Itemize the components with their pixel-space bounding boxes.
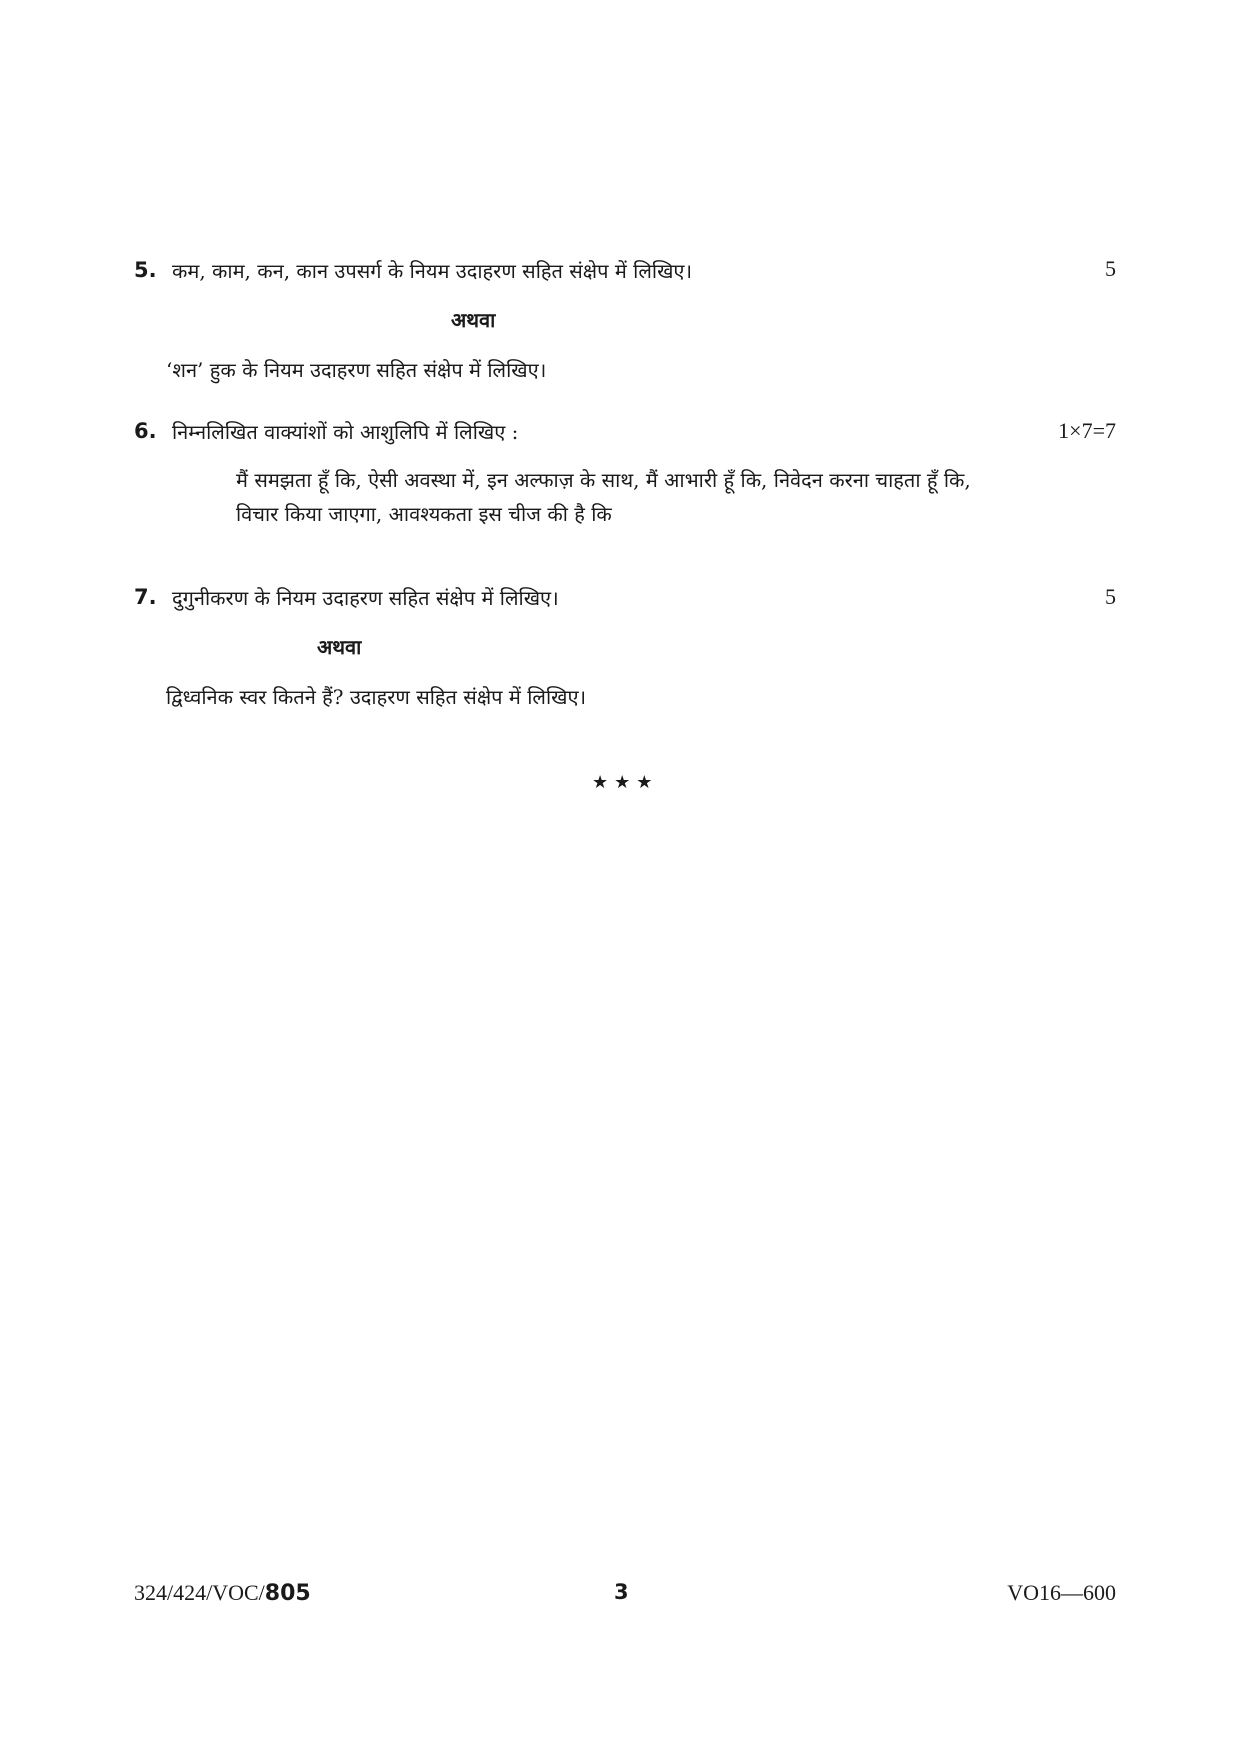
or-label: अथवा	[317, 635, 362, 659]
question-text: दुगुनीकरण के नियम उदाहरण सहित संक्षेप में लिखिए।	[172, 586, 559, 610]
alternative-question-text: द्विध्वनिक स्वर कितने हैं? उदाहरण सहित संक्षेप में लिखिए।	[166, 685, 587, 709]
phrase-list-line: विचार किया जाएगा, आवश्यकता इस चीज की है कि	[236, 502, 612, 526]
marks-label: 5	[1105, 256, 1116, 281]
phrase-list-line: मैं समझता हूँ कि, ऐसी अवस्था में, इन अल्फाज़ के साथ, मैं आभारी हूँ कि, निवेदन करना चाहता हूँ कि,	[236, 468, 971, 492]
question-number: 5.	[134, 258, 157, 282]
question-text: कम, काम, कन, कान उपसर्ग के नियम उदाहरण सहित संक्षेप में लिखिए।	[172, 259, 693, 283]
paper-code-prefix: 324/424/VOC/	[134, 1580, 265, 1605]
footer-right-code: VO16—600	[1007, 1580, 1116, 1605]
question-number: 6.	[134, 419, 157, 443]
footer-paper-code	[134, 1580, 311, 1606]
question-number: 7.	[134, 585, 157, 609]
or-label: अथवा	[451, 308, 496, 332]
alternative-question-text: ‘शन’ हुक के नियम उदाहरण सहित संक्षेप में लिखिए।	[166, 358, 547, 382]
marks-label: 5	[1105, 584, 1116, 609]
paper-code-number: 805	[264, 1581, 311, 1606]
page-number: 3	[614, 1580, 629, 1604]
question-text: निम्नलिखित वाक्यांशों को आशुलिपि में लिखिए :	[172, 420, 519, 444]
end-of-paper-stars: ★★★	[592, 772, 659, 793]
marks-label: 1×7=7	[1058, 418, 1116, 443]
